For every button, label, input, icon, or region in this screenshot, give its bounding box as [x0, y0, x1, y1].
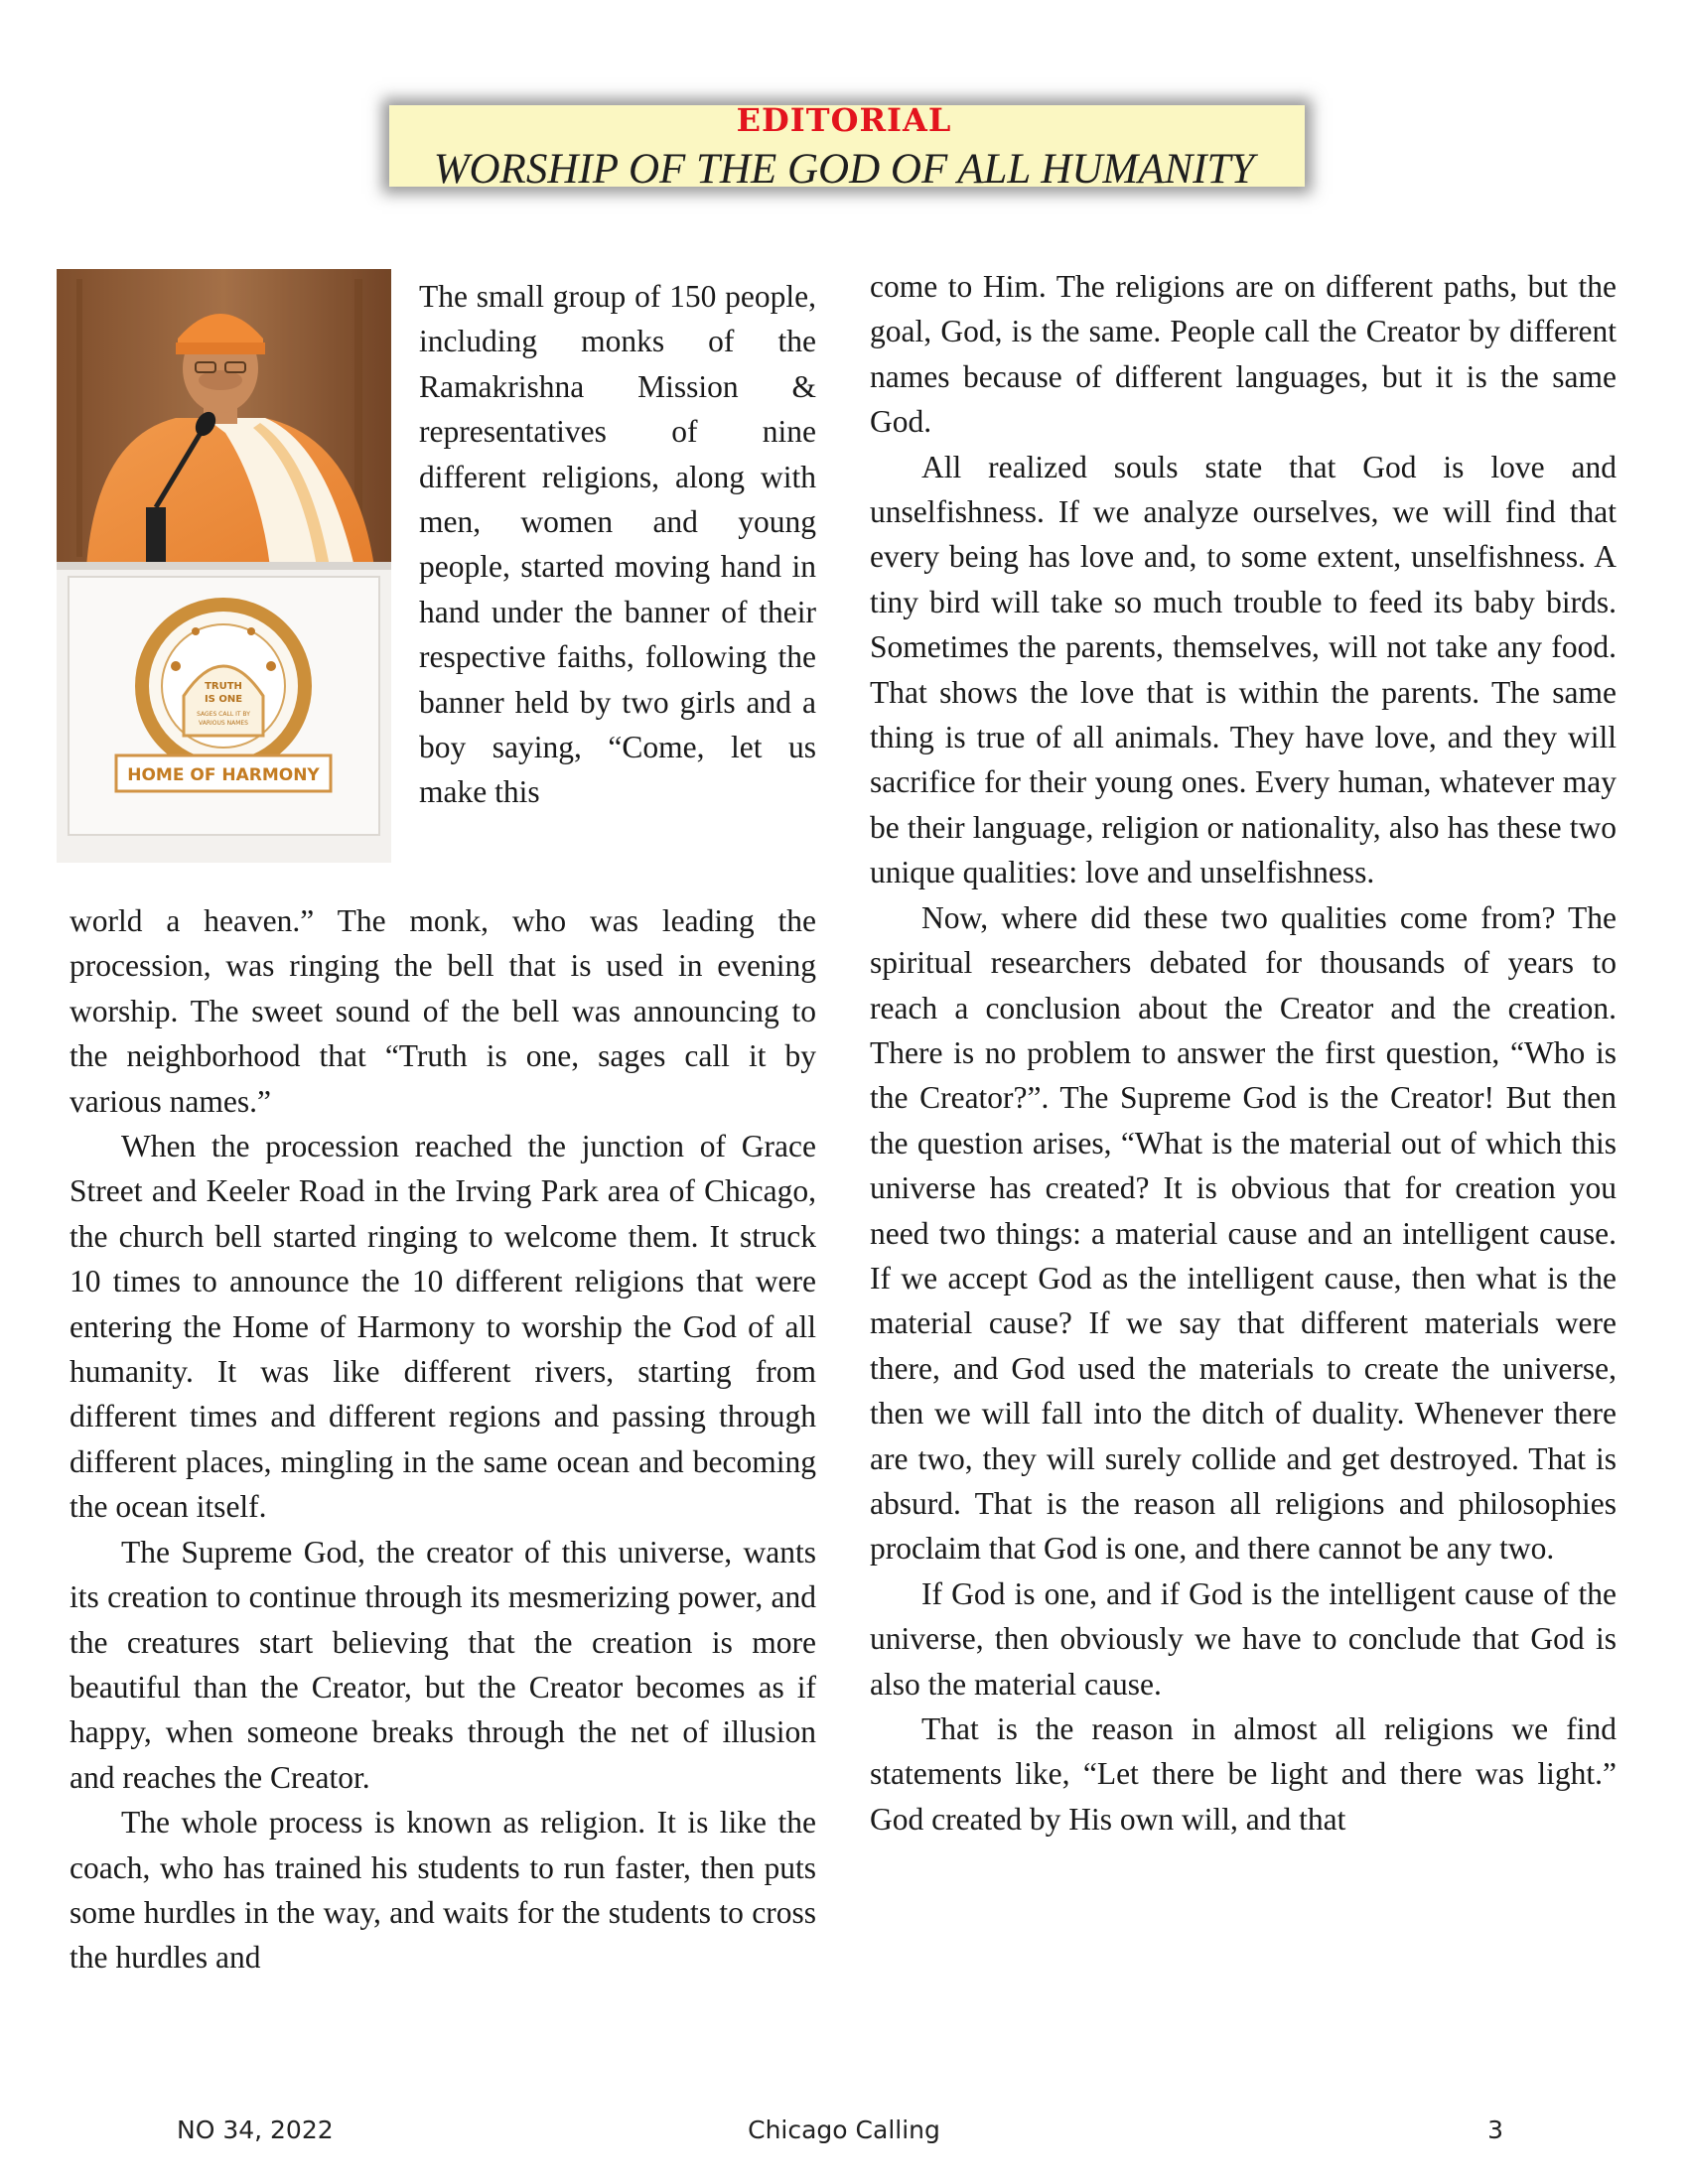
left-column — [70, 898, 816, 1980]
article-paragraph: The whole process is known as religion. It is like the coach, who has trained his students to run faster, then puts some hurdles in the way, and waits for the students to cross the hurdles and — [70, 1805, 816, 1976]
footer-issue: NO 34, 2022 — [177, 2116, 334, 2144]
article-paragraph: The Supreme God, the creator of this universe, wants its creation to continue through its mesmerizing power, and the creatures start believing that the creation is more beautiful than the Creator, but the Creator becomes as if happy, when someone breaks through the net of illusion and reaches the Creator. — [70, 1534, 816, 1795]
article-paragraph: Now, where did these two qualities come from? The spiritual researchers debated for thousands of years to reach a conclusion about the Creator and the creation. There is no problem to answer the first question, “Who is the Creator?”. The Supreme God is the Creator! But then the question arises, “What is the material out of which this universe has created? It is obvious that for creation you need two things: a material cause and an intelligent cause. If we accept God as the intelligent cause, then what is the material cause? If we say that different materials were there, and God used the materials to create the universe, then we will fall into the ditch of duality. Whenever there are two, they will surely collide and get destroyed. That is absurd. That is the reason all religions and philosophies proclaim that God is one, and there cannot be any two. — [870, 899, 1617, 1567]
svg-text:TRUTH: TRUTH — [205, 681, 242, 692]
article-paragraph: The small group of 150 people, including monks of the Ramakrishna Mission & representatives of nine different religions, along with men, women and young people, started moving hand in hand under the banner of their respective faiths, following the banner held by two girls and a boy saying, “Come, let us make this — [419, 279, 816, 810]
article-intro — [419, 274, 816, 815]
svg-text:IS ONE: IS ONE — [204, 694, 243, 705]
article-paragraph: If God is one, and if God is the intelligent cause of the universe, then obviously we have to conclude that God is also the material cause. — [870, 1575, 1617, 1702]
article-paragraph: When the procession reached the junction of Grace Street and Keeler Road in the Irving Park area of Chicago, the church bell started ringing to welcome them. It struck 10 times to announce the 10 different religions that were entering the Home of Harmony to worship the God of all humanity. It was like different rivers, starting from different times and different regions and passing through different places, mingling in the same ocean and becoming the ocean itself. — [70, 1129, 816, 1525]
svg-text:SAGES CALL IT BY: SAGES CALL IT BY — [197, 711, 250, 718]
footer-publication: Chicago Calling — [748, 2116, 940, 2144]
svg-text:HOME OF HARMONY: HOME OF HARMONY — [127, 765, 320, 785]
monk-at-podium-photo — [57, 269, 391, 863]
vedanta-society-seal-icon — [142, 605, 305, 767]
section-kicker: EDITORIAL — [736, 101, 952, 139]
article-paragraph: come to Him. The religions are on different paths, but the goal, God, is the same. People call the Creator by different names because of different languages, but it is the same God. — [870, 269, 1617, 440]
article-paragraph: All realized souls state that God is love and unselfishness. If we analyze ourselves, we will find that every being has love and, to some extent, unselfishness. A tiny bird will take so much trouble to feed its baby birds. Sometimes the parents, themselves, will not take any food. That shows the love that is within the parents. The same thing is true of all animals. They have love, and they will sacrifice for their young ones. Every human, whatever may be their language, religion or nationality, also has these two unique qualities: love and unselfishness. — [870, 449, 1617, 890]
article-paragraph: That is the reason in almost all religions we find statements like, “Let there be light and there was light.” God created by His own will, and that — [870, 1711, 1617, 1837]
page-title: WORSHIP OF THE GOD OF ALL HUMANITY — [433, 146, 1255, 193]
right-column — [870, 264, 1617, 1842]
article-paragraph: world a heaven.” The monk, who was leading the procession, was ringing the bell that is used in evening worship. The sweet sound of the bell was announcing to the neighborhood that “Truth is one, sages call it by various names.” — [70, 903, 816, 1119]
svg-text:VARIOUS NAMES: VARIOUS NAMES — [199, 720, 248, 727]
page-number: 3 — [1487, 2116, 1503, 2144]
